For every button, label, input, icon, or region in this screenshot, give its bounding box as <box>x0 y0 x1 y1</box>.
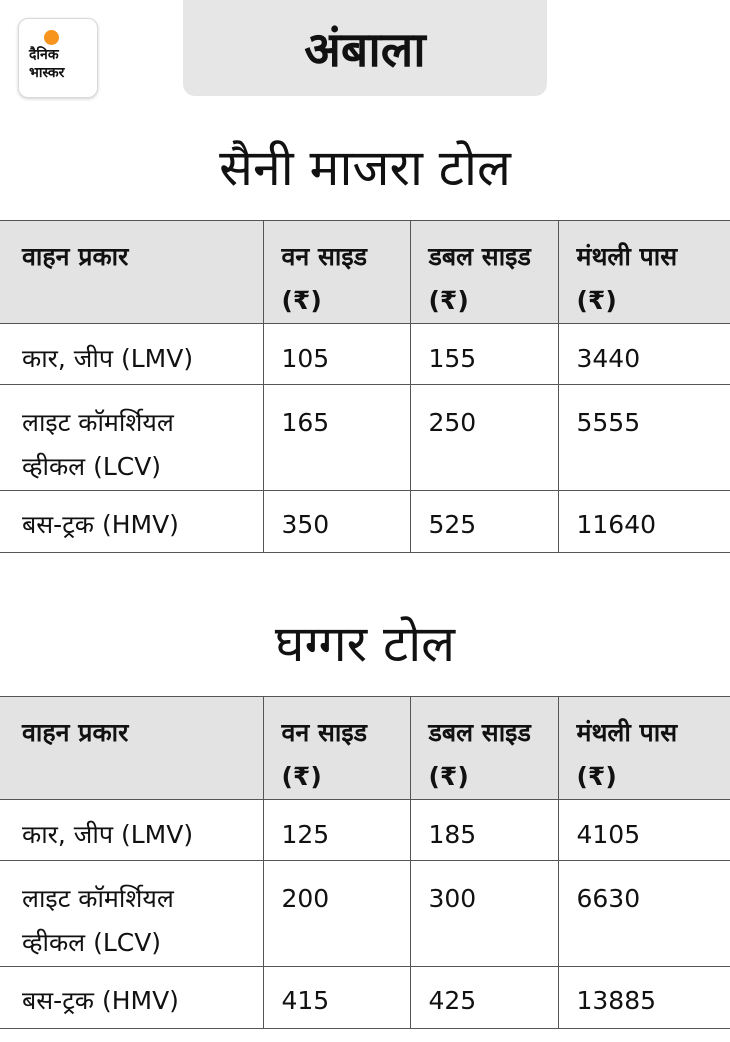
monthly-pass-cell: 6630 <box>558 861 730 967</box>
double-side-cell: 300 <box>410 861 558 967</box>
header-vehicle-type: वाहन प्रकार <box>0 221 263 324</box>
table-row <box>0 491 730 553</box>
sun-icon <box>44 30 59 45</box>
vehicle-type-cell: लाइट कॉमर्शियल व्हीकल (LCV) <box>0 385 263 491</box>
table-header-row <box>0 221 730 324</box>
header-vehicle-type: वाहन प्रकार <box>0 697 263 800</box>
city-title: अंबाला <box>304 21 426 78</box>
city-banner <box>183 0 547 96</box>
vehicle-type-cell: कार, जीप (LMV) <box>0 324 263 385</box>
logo-text-line1: दैनिक <box>29 47 59 63</box>
double-side-cell: 525 <box>410 491 558 553</box>
vehicle-type-cell: कार, जीप (LMV) <box>0 800 263 861</box>
one-side-cell: 165 <box>263 385 410 491</box>
header-double-side: डबल साइड (₹) <box>410 221 558 324</box>
header-one-side: वन साइड (₹) <box>263 221 410 324</box>
table-row <box>0 385 730 491</box>
one-side-cell: 415 <box>263 967 410 1029</box>
one-side-cell: 125 <box>263 800 410 861</box>
monthly-pass-cell: 13885 <box>558 967 730 1029</box>
monthly-pass-cell: 5555 <box>558 385 730 491</box>
table-header-row <box>0 697 730 800</box>
vehicle-type-cell: बस-ट्रक (HMV) <box>0 967 263 1029</box>
monthly-pass-cell: 3440 <box>558 324 730 385</box>
one-side-cell: 200 <box>263 861 410 967</box>
double-side-cell: 185 <box>410 800 558 861</box>
header-one-side: वन साइड (₹) <box>263 697 410 800</box>
table-row <box>0 324 730 385</box>
vehicle-type-cell: लाइट कॉमर्शियल व्हीकल (LCV) <box>0 861 263 967</box>
table-row <box>0 800 730 861</box>
header-monthly-pass: मंथली पास (₹) <box>558 221 730 324</box>
double-side-cell: 155 <box>410 324 558 385</box>
double-side-cell: 425 <box>410 967 558 1029</box>
logo-text-line2: भास्कर <box>29 65 65 81</box>
one-side-cell: 105 <box>263 324 410 385</box>
vehicle-type-cell: बस-ट्रक (HMV) <box>0 491 263 553</box>
double-side-cell: 250 <box>410 385 558 491</box>
toll-title-saini-majra: सैनी माजरा टोल <box>219 139 511 197</box>
monthly-pass-cell: 11640 <box>558 491 730 553</box>
table-row <box>0 967 730 1029</box>
toll-rate-table-saini-majra <box>0 220 730 553</box>
header-monthly-pass: मंथली पास (₹) <box>558 697 730 800</box>
dainik-bhaskar-logo <box>18 18 98 98</box>
toll-rate-table-ghaggar <box>0 696 730 1029</box>
monthly-pass-cell: 4105 <box>558 800 730 861</box>
toll-title-ghaggar: घग्गर टोल <box>274 615 456 673</box>
table-row <box>0 861 730 967</box>
one-side-cell: 350 <box>263 491 410 553</box>
header-double-side: डबल साइड (₹) <box>410 697 558 800</box>
